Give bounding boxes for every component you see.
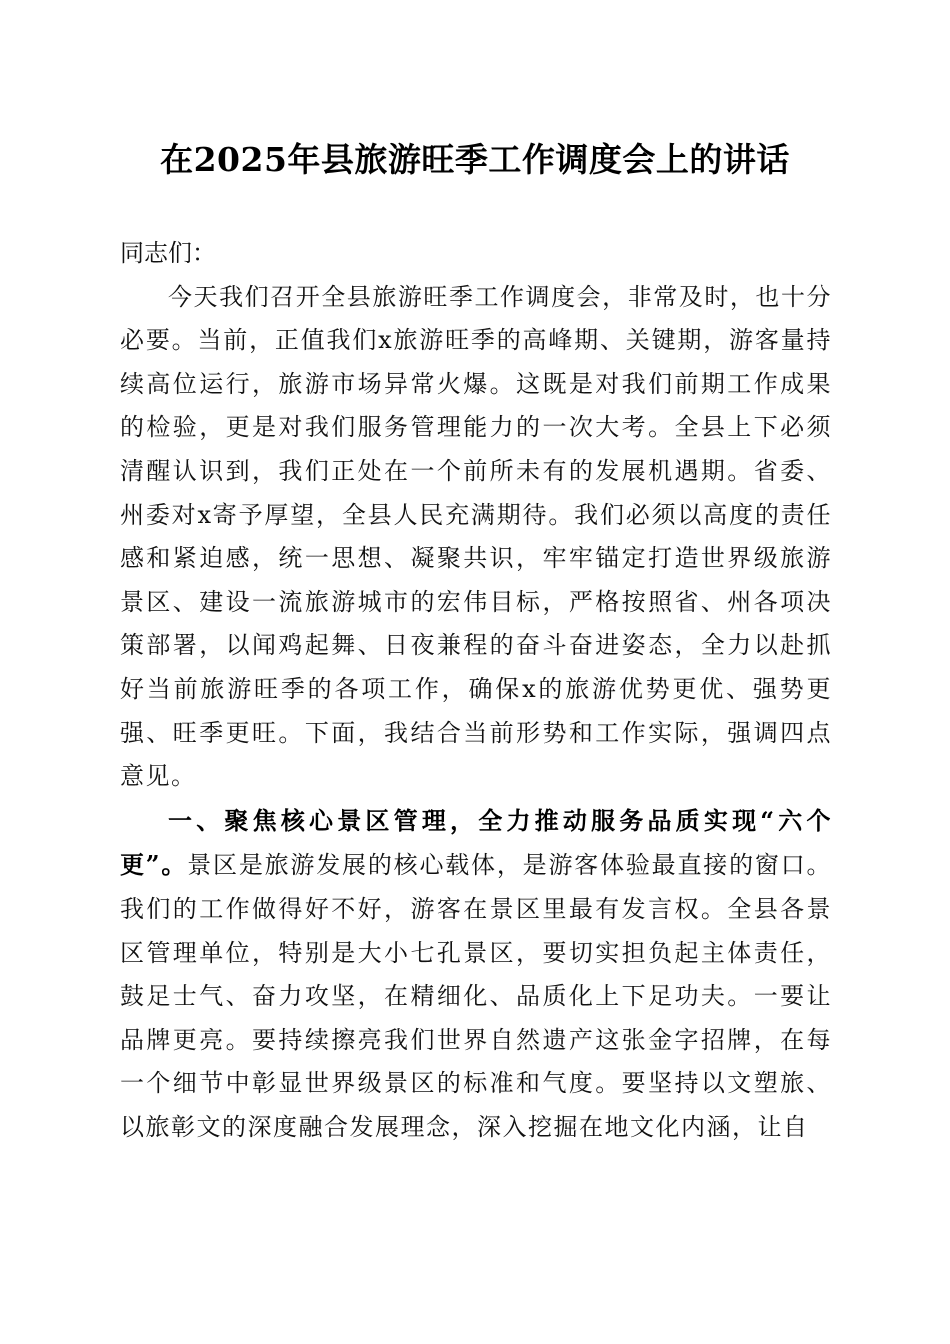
document-title: 在2025年县旅游旺季工作调度会上的讲话 xyxy=(160,140,790,179)
document-body xyxy=(120,232,832,1149)
paragraph-text: 今天我们召开全县旅游旺季工作调度会，非常及时，也十分必要。当前，正值我们x旅游旺季的高峰期、关键期，游客量持续高位运行，旅游市场异常火爆。这既是对我们前期工作成果的检验，更是对我们服务管理能力的一次大考。全县上下必须清醒认识到，我们正处在一个前所未有的发展机遇期。省委、州委对x寄予厚望，全县人民充满期待。我们必须以高度的责任感和紧迫感，统一思想、凝聚共识，牢牢锚定打造世界级旅游景区、建设一流旅游城市的宏伟目标，严格按照省、州各项决策部署，以闻鸡起舞、日夜兼程的奋斗奋进姿态，全力以赴抓好当前旅游旺季的各项工作，确保x的旅游优势更优、强势更强、旺季更旺。下面，我结合当前形势和工作实际，强调四点意见。 xyxy=(120,282,832,791)
paragraph-section-one xyxy=(120,799,832,1150)
paragraph-intro xyxy=(120,276,832,799)
section-heading: 一、聚焦核心景区管理，全力推动服务品质实现“六个更”。 xyxy=(120,805,832,880)
greeting: 同志们： xyxy=(120,239,216,267)
paragraph-text: 景区是旅游发展的核心载体，是游客体验最直接的窗口。我们的工作做得好不好，游客在景区里最有发言权。全县各景区管理单位，特别是大小七孔景区，要切实担负起主体责任，鼓足士气、奋力攻坚，在精细化、品质化上下足功夫。一要让品牌更亮。要持续擦亮我们世界自然遗产这张金字招牌，在每一个细节中彰显世界级景区的标准和气度。要坚持以文塑旅、以旅彰文的深度融合发展理念，深入挖掘在地文化内涵，让自 xyxy=(120,851,832,1141)
